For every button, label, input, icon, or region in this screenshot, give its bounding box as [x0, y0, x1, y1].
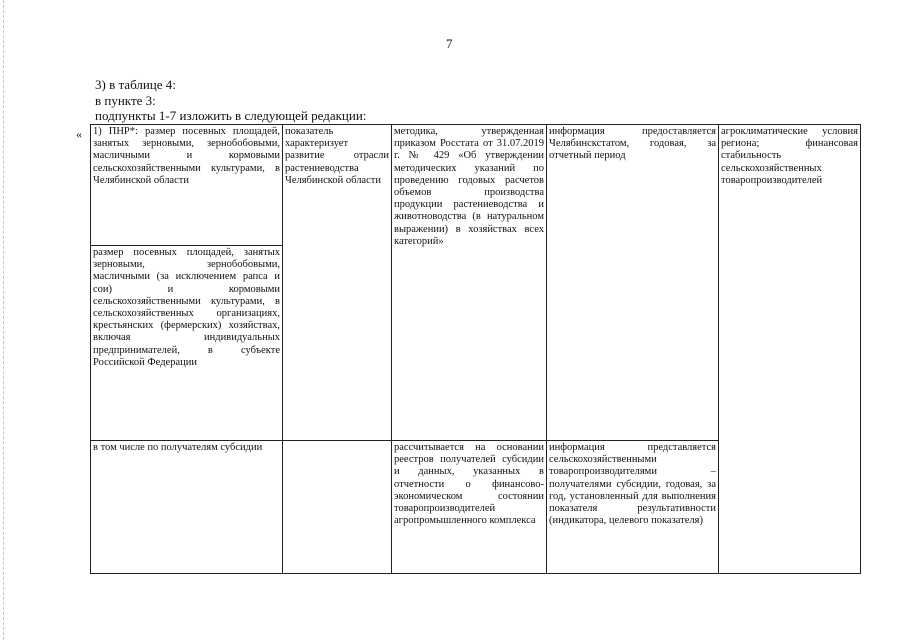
row1-risk-factors: агроклиматические условия региона; финансовая стабильность сельскохозяйственных товаропроизводителей — [719, 125, 861, 574]
page-number: 7 — [446, 36, 453, 51]
intro-line-3: подпункты 1-7 изложить в следующей редакции: — [95, 108, 367, 123]
opening-quote-mark: « — [76, 127, 82, 141]
intro-line-1: 3) в таблице 4: — [95, 77, 176, 92]
row3-methodology: рассчитывается на основании реестров получателей субсидии и данных, указанных в отчетности о финансово-экономическом состоянии товаропроизводителей агропромышленного комплекса — [392, 441, 547, 574]
row3-indicator-description — [283, 441, 392, 574]
row2-indicator-name: размер посевных площадей, занятых зерновыми, зернобобовыми, масличными (за исключением рапса и сои) и кормовыми сельскохозяйственными культурами, в сельскохозяйственных организациях, крестьянских (фермерских) хозяйствах, включая индивидуальных предпринимателей, в субъекте Российской Федерации — [91, 246, 283, 441]
page-left-edge — [3, 0, 4, 640]
intro-line-2: в пункте 3: — [95, 93, 156, 108]
table-row — [91, 125, 861, 246]
row1-indicator-description: показатель характеризует развитие отрасли растениеводства Челябинской области — [283, 125, 392, 441]
row1-data-source: информация предоставляется Челябинскстатом, годовая, за отчетный период — [547, 125, 719, 441]
indicators-table — [90, 124, 861, 574]
row1-methodology: методика, утвержденная приказом Росстата от 31.07.2019 г. № 429 «Об утверждении методических указаний по проведению годовых расчетов объемов производства продукции растениеводства и животноводства (в натуральном выражении) в хозяйствах всех категорий» — [392, 125, 547, 441]
row1-indicator-name: 1) ПНР*: размер посевных площадей, занятых зерновыми, зернобобовыми, масличными и кормовыми сельскохозяйственными культурами, в Челябинской области — [91, 125, 283, 246]
row3-indicator-name: в том числе по получателям субсидии — [91, 441, 283, 574]
row3-data-source: информация представляется сельскохозяйственными товаропроизводителями – получателями субсидии, годовая, за год, установленный для выполнения показателя результативности (индикатора, целевого показателя) — [547, 441, 719, 574]
